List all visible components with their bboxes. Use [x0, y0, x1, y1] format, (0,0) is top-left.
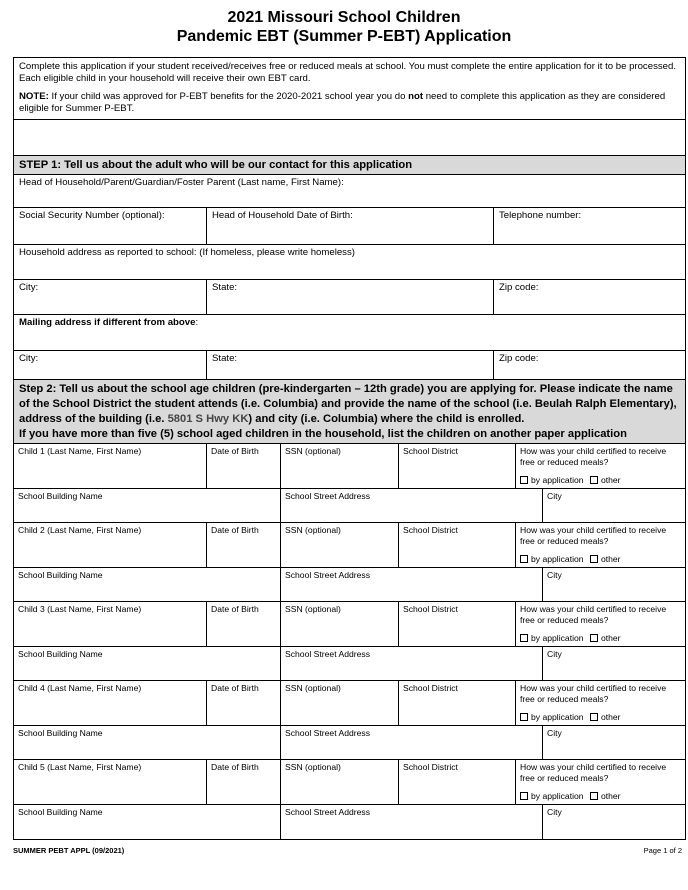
certification-label: How was your child certified to receive free or reduced meals? [520, 446, 667, 467]
by-application-option[interactable] [520, 554, 584, 564]
by-application-checkbox[interactable] [520, 713, 528, 721]
certification-field [516, 523, 685, 567]
application-form [13, 57, 686, 840]
step2-heading [14, 380, 685, 444]
other-option[interactable] [590, 791, 621, 801]
school-city-field[interactable] [543, 726, 685, 759]
school-district-field[interactable] [399, 602, 516, 646]
step2-text-b: ) and city (i.e. Columbia) where the child is enrolled. [248, 413, 525, 425]
child-dob-label: Date of Birth [211, 683, 259, 693]
child-name-field[interactable] [14, 523, 207, 567]
mailing-city-label: City: [19, 353, 39, 364]
certification-label: How was your child certified to receive free or reduced meals? [520, 762, 667, 783]
child-name-field[interactable] [14, 681, 207, 725]
ssn-field[interactable] [14, 208, 207, 244]
school-street-label: School Street Address [285, 728, 371, 738]
school-info-row [14, 568, 685, 602]
other-option[interactable] [590, 475, 621, 485]
step2-text-line2: If you have more than five (5) school aged children in the household, list the children on another paper application [19, 428, 627, 440]
by-application-label: by application [531, 632, 584, 643]
by-application-label: by application [531, 474, 584, 485]
child-dob-field[interactable] [207, 444, 281, 488]
school-district-field[interactable] [399, 444, 516, 488]
other-label: other [600, 711, 621, 722]
household-address-field[interactable] [14, 245, 685, 279]
step2-example-address: 5801 S Hwy KK [167, 413, 249, 425]
other-label: other [600, 790, 621, 801]
child-ssn-label: SSN (optional) [285, 446, 341, 456]
school-building-field[interactable] [14, 647, 281, 680]
state-field[interactable] [207, 280, 494, 314]
school-building-field[interactable] [14, 489, 281, 522]
mailing-state-label: State: [212, 353, 238, 364]
zip-field[interactable] [494, 280, 685, 314]
child-row [14, 444, 685, 489]
by-application-label: by application [531, 553, 584, 564]
phone-field[interactable] [494, 208, 685, 244]
school-building-label: School Building Name [18, 807, 103, 817]
school-city-field[interactable] [543, 568, 685, 601]
mailing-colon: : [195, 317, 199, 328]
school-street-label: School Street Address [285, 491, 371, 501]
school-info-row [14, 647, 685, 681]
by-application-label: by application [531, 790, 584, 801]
city-field[interactable] [14, 280, 207, 314]
school-district-label: School District [403, 525, 458, 535]
mailing-state-field[interactable] [207, 351, 494, 379]
school-street-field[interactable] [281, 647, 543, 680]
by-application-option[interactable] [520, 475, 584, 485]
form-id: SUMMER PEBT APPL (09/2021) [13, 846, 125, 855]
child-ssn-field[interactable] [281, 523, 399, 567]
head-of-household-field[interactable] [14, 175, 685, 207]
child-ssn-label: SSN (optional) [285, 525, 341, 535]
school-street-field[interactable] [281, 489, 543, 522]
school-building-field[interactable] [14, 568, 281, 601]
other-label: other [600, 632, 621, 643]
by-application-option[interactable] [520, 791, 584, 801]
certification-field [516, 602, 685, 646]
other-label: other [600, 474, 621, 485]
by-application-label: by application [531, 711, 584, 722]
school-building-label: School Building Name [18, 649, 103, 659]
household-address-label: Household address as reported to school: (If homeless, please write homeless) [19, 247, 355, 258]
certification-options [520, 475, 621, 486]
children-section [14, 444, 685, 839]
child-ssn-label: SSN (optional) [285, 762, 341, 772]
school-district-field[interactable] [399, 681, 516, 725]
school-city-field[interactable] [543, 489, 685, 522]
head-of-household-row [14, 175, 685, 208]
school-building-label: School Building Name [18, 570, 103, 580]
school-city-field[interactable] [543, 647, 685, 680]
by-application-option[interactable] [520, 633, 584, 643]
step2-text-a: Step 2: Tell us about the school age children (pre-kindergarten – 12th grade) you are applying for. Please indicate the name of the School District the student attends (i.e. Columbia) and provide the name of the school (i.e. Beulah Ralph Elementary), address of the building (i.e. [19, 383, 677, 425]
child-dob-label: Date of Birth [211, 446, 259, 456]
child-name-label: Child 5 (Last Name, First Name) [18, 762, 142, 772]
school-building-label: School Building Name [18, 491, 103, 501]
child-name-label: Child 1 (Last Name, First Name) [18, 446, 142, 456]
other-checkbox[interactable] [590, 476, 598, 484]
step1-heading: STEP 1: Tell us about the adult who will be our contact for this application [14, 156, 685, 175]
school-info-row [14, 726, 685, 760]
certification-options [520, 633, 621, 644]
school-street-field[interactable] [281, 726, 543, 759]
child-dob-field[interactable] [207, 602, 281, 646]
mailing-address-label: Mailing address if different from above [19, 317, 196, 328]
mailing-address-field[interactable] [14, 315, 685, 350]
by-application-checkbox[interactable] [520, 555, 528, 563]
note-label: NOTE: [19, 91, 49, 102]
child-dob-field[interactable] [207, 681, 281, 725]
dob-label: Head of Household Date of Birth: [212, 210, 353, 221]
certification-options [520, 712, 621, 723]
school-city-label: City [547, 728, 562, 738]
intro-section [14, 58, 685, 120]
child-row [14, 602, 685, 647]
child-name-label: Child 3 (Last Name, First Name) [18, 604, 142, 614]
blank-spacer-row [14, 120, 685, 156]
certification-label: How was your child certified to receive free or reduced meals? [520, 525, 667, 546]
child-name-field[interactable] [14, 602, 207, 646]
city-state-zip-row [14, 280, 685, 315]
school-district-field[interactable] [399, 760, 516, 804]
by-application-checkbox[interactable] [520, 476, 528, 484]
child-ssn-field[interactable] [281, 760, 399, 804]
school-building-field[interactable] [14, 726, 281, 759]
by-application-checkbox[interactable] [520, 792, 528, 800]
phone-label: Telephone number: [499, 210, 582, 221]
other-checkbox[interactable] [590, 713, 598, 721]
child-row [14, 681, 685, 726]
head-of-household-label: Head of Household/Parent/Guardian/Foster Parent (Last name, First Name): [19, 177, 344, 188]
school-district-label: School District [403, 604, 458, 614]
child-row [14, 523, 685, 568]
title-line-2: Pandemic EBT (Summer P-EBT) Application [176, 28, 512, 45]
mailing-zip-field[interactable] [494, 351, 685, 379]
school-city-label: City [547, 491, 562, 501]
child-name-label: Child 2 (Last Name, First Name) [18, 525, 142, 535]
other-label: other [600, 553, 621, 564]
school-building-field[interactable] [14, 805, 281, 839]
intro-paragraph: Complete this application if your student received/receives free or reduced meals at school. You must complete the entire application for it to be processed. Each eligible child in your household will receive their own EBT card. [19, 61, 676, 84]
school-street-field[interactable] [281, 805, 543, 839]
school-city-label: City [547, 570, 562, 580]
note-text-b: need to complete this application as they are considered eligible for Summer P-EBT. [19, 91, 666, 114]
child-dob-label: Date of Birth [211, 762, 259, 772]
school-street-label: School Street Address [285, 807, 371, 817]
certification-options [520, 554, 621, 565]
certification-label: How was your child certified to receive free or reduced meals? [520, 683, 667, 704]
intro-note [19, 91, 680, 114]
mailing-city-field[interactable] [14, 351, 207, 379]
child-dob-field[interactable] [207, 760, 281, 804]
school-district-field[interactable] [399, 523, 516, 567]
child-dob-field[interactable] [207, 523, 281, 567]
other-checkbox[interactable] [590, 634, 598, 642]
child-name-field[interactable] [14, 760, 207, 804]
title-line-1: 2021 Missouri School Children [227, 9, 461, 26]
school-city-field[interactable] [543, 805, 685, 839]
form-title [0, 8, 688, 46]
school-street-field[interactable] [281, 568, 543, 601]
child-name-label: Child 4 (Last Name, First Name) [18, 683, 142, 693]
child-ssn-field[interactable] [281, 602, 399, 646]
school-city-label: City [547, 807, 562, 817]
mailing-address-row [14, 315, 685, 351]
child-ssn-field[interactable] [281, 681, 399, 725]
ssn-label: Social Security Number (optional): [19, 210, 165, 221]
certification-field [516, 681, 685, 725]
child-ssn-label: SSN (optional) [285, 604, 341, 614]
other-option[interactable] [590, 712, 621, 722]
page-number: Page 1 of 2 [643, 846, 682, 855]
zip-label: Zip code: [499, 282, 539, 293]
school-district-label: School District [403, 683, 458, 693]
school-street-label: School Street Address [285, 570, 371, 580]
other-option[interactable] [590, 554, 621, 564]
note-text-a: If your child was approved for P-EBT benefits for the 2020-2021 school year you do [48, 91, 409, 102]
certification-field [516, 760, 685, 804]
dob-field[interactable] [207, 208, 494, 244]
child-ssn-label: SSN (optional) [285, 683, 341, 693]
school-district-label: School District [403, 446, 458, 456]
certification-field [516, 444, 685, 488]
child-name-field[interactable] [14, 444, 207, 488]
note-bold: not [408, 91, 424, 102]
mailing-zip-label: Zip code: [499, 353, 539, 364]
certification-options [520, 791, 621, 802]
city-label: City: [19, 282, 39, 293]
mailing-city-state-zip-row [14, 351, 685, 380]
school-district-label: School District [403, 762, 458, 772]
by-application-option[interactable] [520, 712, 584, 722]
certification-label: How was your child certified to receive free or reduced meals? [520, 604, 667, 625]
school-street-label: School Street Address [285, 649, 371, 659]
child-ssn-field[interactable] [281, 444, 399, 488]
other-checkbox[interactable] [590, 792, 598, 800]
school-building-label: School Building Name [18, 728, 103, 738]
child-dob-label: Date of Birth [211, 604, 259, 614]
child-dob-label: Date of Birth [211, 525, 259, 535]
state-label: State: [212, 282, 238, 293]
school-info-row [14, 489, 685, 523]
school-info-row [14, 805, 685, 839]
other-checkbox[interactable] [590, 555, 598, 563]
child-row [14, 760, 685, 805]
other-option[interactable] [590, 633, 621, 643]
household-address-row [14, 245, 685, 280]
by-application-checkbox[interactable] [520, 634, 528, 642]
school-city-label: City [547, 649, 562, 659]
ssn-dob-phone-row [14, 208, 685, 245]
